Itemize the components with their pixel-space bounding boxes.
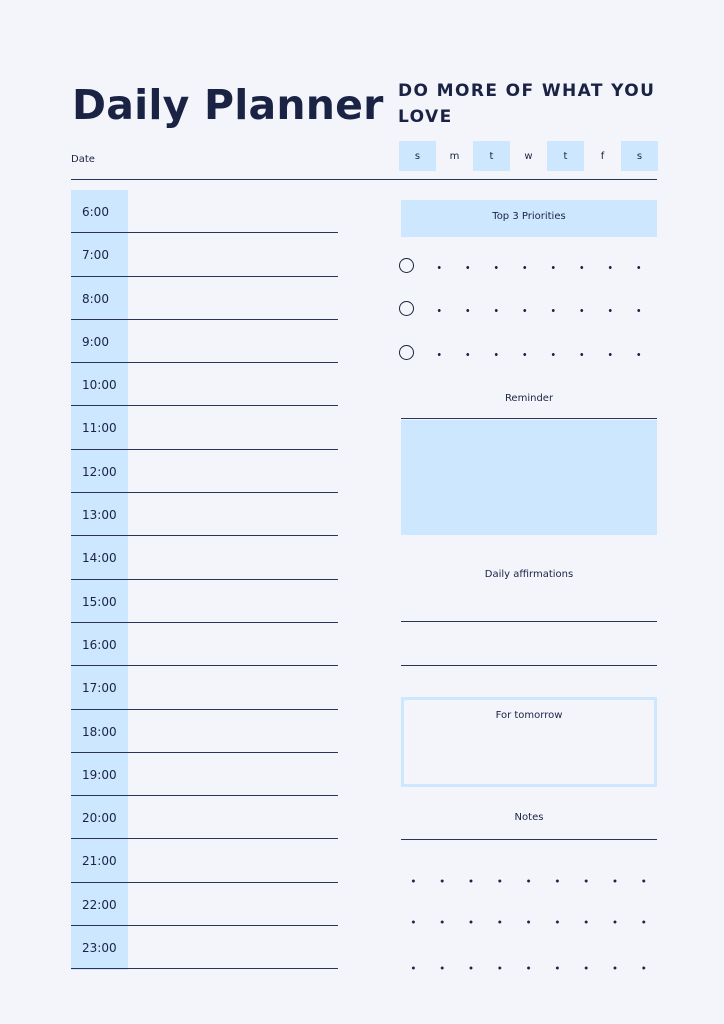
schedule-row[interactable] bbox=[71, 839, 338, 882]
time-label: 22:00 bbox=[82, 897, 117, 912]
motto-text: DO MORE OF WHAT YOU LOVE bbox=[398, 81, 656, 127]
time-label: 23:00 bbox=[82, 941, 117, 956]
notes-dotted-line[interactable] bbox=[399, 966, 661, 970]
time-label: 11:00 bbox=[82, 421, 117, 436]
page-title: Daily Planner bbox=[72, 81, 384, 129]
notes-title: Notes bbox=[514, 812, 544, 823]
weekday-2[interactable]: t bbox=[473, 141, 510, 171]
checkbox-circle-icon[interactable] bbox=[399, 258, 414, 273]
schedule-row[interactable] bbox=[71, 320, 338, 363]
time-label: 18:00 bbox=[82, 724, 117, 739]
priorities-title: Top 3 Priorities bbox=[492, 211, 566, 222]
schedule-row[interactable] bbox=[71, 536, 338, 579]
affirmation-line[interactable] bbox=[401, 665, 657, 666]
schedule-row[interactable] bbox=[71, 883, 338, 926]
dotted-line bbox=[425, 309, 659, 312]
date-label[interactable]: Date bbox=[71, 154, 95, 165]
weekday-3[interactable]: w bbox=[524, 150, 533, 162]
time-label: 17:00 bbox=[82, 681, 117, 696]
schedule-row[interactable] bbox=[71, 666, 338, 709]
time-label: 16:00 bbox=[82, 637, 117, 652]
priority-item[interactable] bbox=[399, 258, 659, 278]
notes-dotted-line[interactable] bbox=[399, 920, 661, 924]
schedule-row[interactable] bbox=[71, 623, 338, 666]
header-divider bbox=[71, 179, 657, 180]
time-label: 13:00 bbox=[82, 508, 117, 523]
tomorrow-title: For tomorrow bbox=[495, 710, 563, 721]
time-label: 8:00 bbox=[82, 291, 109, 306]
schedule-row[interactable] bbox=[71, 233, 338, 276]
schedule-row[interactable] bbox=[71, 796, 338, 839]
reminder-area[interactable] bbox=[401, 420, 657, 535]
priority-item[interactable] bbox=[399, 345, 659, 365]
affirmation-line[interactable] bbox=[401, 621, 657, 622]
time-label: 7:00 bbox=[82, 248, 109, 263]
time-label: 20:00 bbox=[82, 811, 117, 826]
priority-item[interactable] bbox=[399, 301, 659, 321]
notes-dotted-line[interactable] bbox=[399, 879, 661, 883]
checkbox-circle-icon[interactable] bbox=[399, 301, 414, 316]
weekday-selector bbox=[399, 141, 658, 171]
dotted-line bbox=[425, 266, 659, 269]
reminder-title: Reminder bbox=[504, 393, 554, 404]
dotted-line bbox=[425, 353, 659, 356]
schedule-row[interactable] bbox=[71, 753, 338, 796]
time-label: 6:00 bbox=[82, 205, 109, 219]
schedule-row[interactable] bbox=[71, 580, 338, 623]
weekday-0[interactable]: s bbox=[399, 141, 436, 171]
schedule-row[interactable] bbox=[71, 190, 338, 233]
schedule-row[interactable] bbox=[71, 363, 338, 406]
schedule-row[interactable] bbox=[71, 450, 338, 493]
time-label: 15:00 bbox=[82, 594, 117, 609]
schedule-row[interactable] bbox=[71, 710, 338, 753]
time-label: 19:00 bbox=[82, 767, 117, 782]
notes-divider bbox=[401, 839, 657, 840]
time-label: 14:00 bbox=[82, 551, 117, 566]
schedule-row[interactable] bbox=[71, 493, 338, 536]
hourly-schedule bbox=[71, 190, 338, 969]
weekday-6[interactable]: s bbox=[621, 141, 658, 171]
affirmations-title: Daily affirmations bbox=[484, 569, 574, 580]
schedule-row[interactable] bbox=[71, 926, 338, 969]
weekday-1[interactable]: m bbox=[449, 150, 460, 162]
schedule-row[interactable] bbox=[71, 406, 338, 449]
schedule-row[interactable] bbox=[71, 277, 338, 320]
reminder-divider bbox=[401, 418, 657, 419]
time-label: 9:00 bbox=[82, 334, 109, 349]
time-label: 21:00 bbox=[82, 854, 117, 869]
time-label: 12:00 bbox=[82, 464, 117, 479]
weekday-5[interactable]: f bbox=[600, 150, 605, 162]
time-label: 10:00 bbox=[82, 378, 117, 393]
checkbox-circle-icon[interactable] bbox=[399, 345, 414, 360]
weekday-4[interactable]: t bbox=[547, 141, 584, 171]
